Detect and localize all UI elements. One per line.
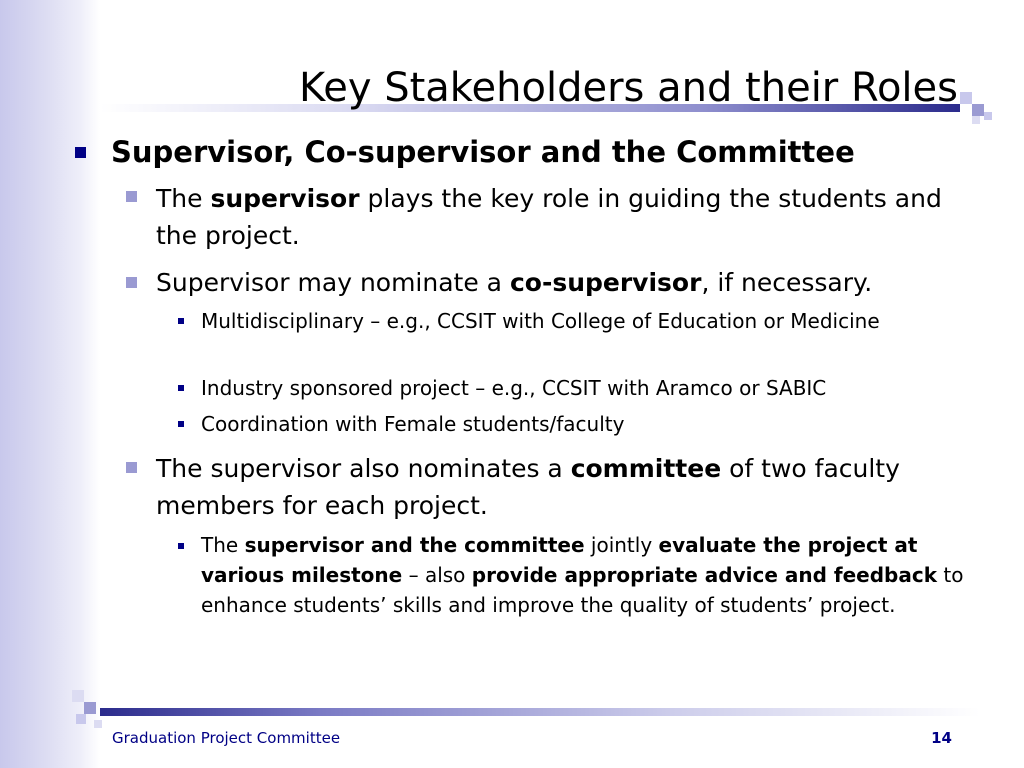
eval-text-2: jointly xyxy=(584,533,659,557)
eval-bold-2: evaluate the project at various milestone xyxy=(201,533,918,587)
page-number: 14 xyxy=(931,729,952,747)
eval-text-4: to enhance students’ skills and improve the quality of students’ project. xyxy=(201,563,964,617)
eval-bold-3: provide appropriate advice and feedback xyxy=(471,563,938,587)
level1-bullet-icon xyxy=(75,147,86,158)
slide-title: Key Stakeholders and their Roles xyxy=(298,65,958,111)
decor-square xyxy=(76,714,86,724)
level1-heading: Supervisor, Co-supervisor and the Committee xyxy=(111,135,855,169)
bullet-supervisor-bold: supervisor xyxy=(210,184,360,213)
level3-bullet-icon xyxy=(178,421,184,427)
bullet-committee-bold: committee xyxy=(570,454,722,483)
bullet-committee-text-pre: The supervisor also nominates a xyxy=(156,454,571,483)
level3-bullet-icon xyxy=(178,385,184,391)
eval-text-3: – also xyxy=(402,563,472,587)
bullet-committee xyxy=(156,450,916,524)
sub-bullet-industry: Industry sponsored project – e.g., CCSIT with Aramco or SABIC xyxy=(201,376,827,400)
footer-text: Graduation Project Committee xyxy=(112,729,341,747)
bullet-supervisor xyxy=(156,180,976,254)
bullet-co-supervisor-text-pre: Supervisor may nominate a xyxy=(156,268,510,297)
sub-bullet-multidisciplinary: Multidisciplinary – e.g., CCSIT with College of Education or Medicine xyxy=(201,309,880,333)
level3-bullet-icon xyxy=(178,543,184,549)
level2-bullet-icon xyxy=(126,191,137,202)
bullet-supervisor-text-pre: The xyxy=(156,184,211,213)
bullet-co-supervisor xyxy=(156,264,976,301)
decor-square xyxy=(94,720,102,728)
eval-bold-1: supervisor and the committee xyxy=(244,533,585,557)
bullet-committee-text-post: of two faculty members for each project. xyxy=(156,454,900,520)
footer-rule xyxy=(100,708,980,716)
bullet-co-supervisor-text-post: , if necessary. xyxy=(701,268,873,297)
sub-bullet-coordination: Coordination with Female students/faculty xyxy=(201,412,625,436)
sub-bullet-evaluation xyxy=(201,530,971,620)
bullet-supervisor-text-post: plays the key role in guiding the students and the project. xyxy=(156,184,942,250)
eval-text-1: The xyxy=(201,533,245,557)
level2-bullet-icon xyxy=(126,277,137,288)
decor-square xyxy=(84,702,96,714)
bullet-co-supervisor-bold: co-supervisor xyxy=(509,268,702,297)
level2-bullet-icon xyxy=(126,462,137,473)
level3-bullet-icon xyxy=(178,318,184,324)
